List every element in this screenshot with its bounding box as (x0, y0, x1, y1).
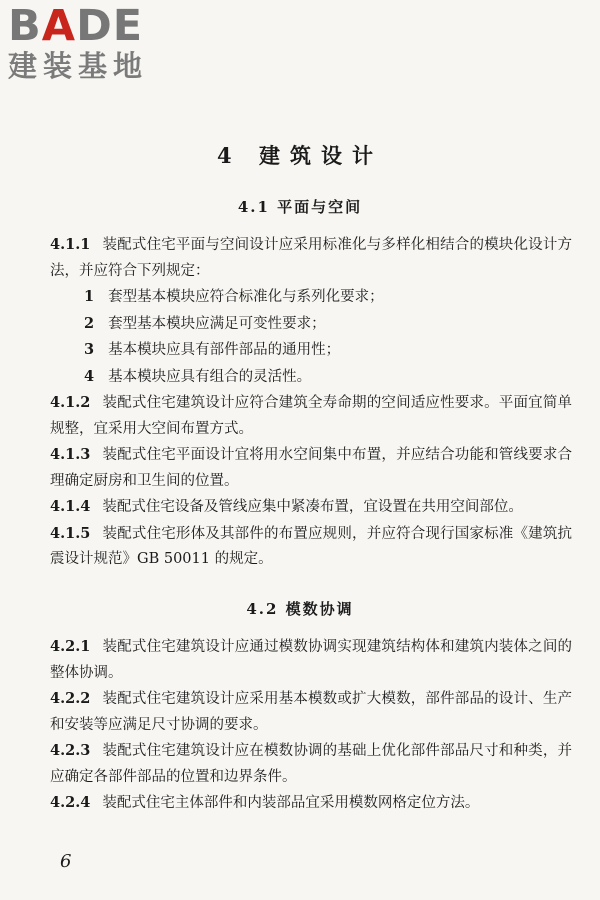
list-item (50, 311, 572, 338)
item-number: 2 (84, 314, 95, 332)
clause-text: 装配式住宅建筑设计应通过模数协调实现建筑结构体和建筑内装体之间的整体协调。 (50, 639, 572, 681)
clause-4-1-2 (50, 390, 572, 442)
clause-text: 装配式住宅平面与空间设计应采用标准化与多样化相结合的模块化设计方法，并应符合下列规定： (50, 237, 572, 279)
item-number: 3 (84, 341, 95, 358)
list-item (50, 364, 572, 391)
clause-text: 装配式住宅建筑设计应符合建筑全寿命期的空间适应性要求。平面宜简单规整，宜采用大空间布置方式。 (50, 395, 572, 437)
clause-number: 4.2.1 (50, 638, 91, 655)
clause-number: 4.2.2 (50, 690, 91, 707)
item-number: 1 (84, 288, 95, 305)
item-number: 4 (84, 367, 95, 385)
section-4-1-body (50, 232, 572, 573)
clause-text: 装配式住宅建筑设计应采用基本模数或扩大模数，部件部品的设计、生产和安装等应满足尺寸协调的要求。 (50, 691, 572, 733)
clause-number: 4.1.3 (50, 446, 91, 463)
clause-number: 4.2.4 (50, 794, 91, 811)
clause-4-2-1 (50, 634, 572, 686)
clause-4-1-1 (50, 232, 572, 284)
section-4-2-body (50, 634, 572, 817)
clause-4-2-2 (50, 686, 572, 738)
list-item (50, 284, 572, 311)
chapter-title: 4 建筑设计 (217, 143, 383, 168)
clause-4-1-5 (50, 521, 572, 573)
clause-text: 装配式住宅主体部件和内装部品宜采用模数网格定位方法。 (102, 795, 480, 811)
page-number: 6 (60, 851, 72, 872)
list-item (50, 337, 572, 364)
clause-number: 4.1.4 (50, 498, 91, 515)
item-text: 套型基本模块应符合标准化与系列化要求； (108, 289, 384, 305)
clause-number: 4.1.5 (50, 524, 91, 542)
clause-number: 4.1.1 (50, 236, 91, 253)
clause-number: 4.1.2 (50, 394, 91, 411)
logo-chinese: 建装基地 (8, 49, 149, 83)
clause-text: 装配式住宅平面设计宜将用水空间集中布置，并应结合功能和管线要求合理确定厨房和卫生间的位置。 (50, 447, 572, 489)
section-heading-4-2: 4.2 模数协调 (246, 600, 354, 618)
clause-text: 装配式住宅形体及其部件的布置应规则，并应符合现行国家标准《建筑抗震设计规范》GB 50011 的规定。 (50, 525, 572, 567)
clause-number: 4.2.3 (50, 742, 91, 759)
clause-4-1-3 (50, 442, 572, 494)
clause-4-2-4 (50, 790, 572, 817)
clause-text: 装配式住宅设备及管线应集中紧凑布置，宜设置在共用空间部位。 (102, 499, 523, 515)
bade-logo (8, 1, 178, 83)
logo-wordmark: BADE (8, 1, 144, 51)
clause-4-1-4 (50, 494, 572, 521)
item-text: 基本模块应具有组合的灵活性。 (108, 368, 312, 385)
item-text: 套型基本模块应满足可变性要求； (108, 315, 326, 332)
section-heading-4-1: 4.1 平面与空间 (237, 198, 363, 216)
item-text: 基本模块应具有部件部品的通用性； (108, 342, 341, 358)
clause-text: 装配式住宅建筑设计应在模数协调的基础上优化部件部品尺寸和种类，并应确定各部件部品的位置和边界条件。 (50, 743, 572, 785)
clause-4-2-3 (50, 738, 572, 790)
